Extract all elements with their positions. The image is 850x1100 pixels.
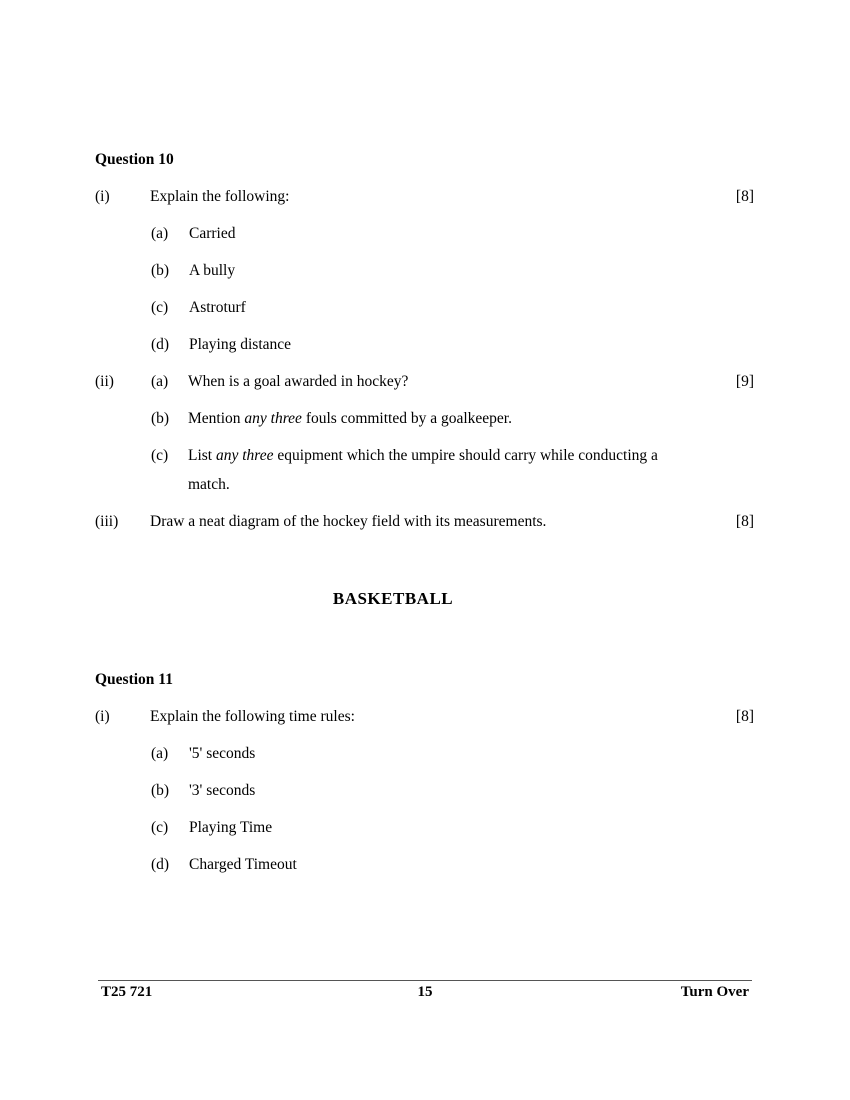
q10-part-ii-number: (ii)	[95, 373, 114, 390]
q11-i-d-label: (d)	[151, 856, 170, 873]
q10-i-d-text: Playing distance	[189, 336, 292, 353]
q11-i-b-text: '3' seconds	[189, 782, 256, 799]
q10-ii-c-label: (c)	[151, 447, 169, 464]
section-title: BASKETBALL	[332, 589, 454, 608]
q11-i-a-label: (a)	[151, 745, 169, 762]
question-10-title: Question 10	[95, 151, 174, 168]
q11-part-i-marks: [8]	[735, 708, 754, 725]
q10-i-b-label: (b)	[151, 262, 170, 279]
paper-code: T25 721	[101, 984, 153, 1000]
q10-i-d-label: (d)	[151, 336, 170, 353]
q11-i-b-label: (b)	[151, 782, 170, 799]
q10-ii-a-text: When is a goal awarded in hockey?	[188, 373, 409, 390]
q10-ii-a-label: (a)	[151, 373, 169, 390]
q10-ii-c-text: List any three equipment which the umpire should carry while conducting a	[188, 447, 658, 464]
q11-i-c-label: (c)	[151, 819, 169, 836]
q10-part-iii-text: Draw a neat diagram of the hockey field with its measurements.	[150, 513, 547, 530]
question-11-title: Question 11	[95, 671, 173, 688]
q10-part-i-number: (i)	[95, 188, 110, 205]
q10-i-c-label: (c)	[151, 299, 169, 316]
q10-ii-c-continuation: match.	[188, 476, 230, 493]
q10-part-i-text: Explain the following:	[150, 188, 290, 205]
q10-part-iii-number: (iii)	[95, 513, 119, 530]
q11-part-i-text: Explain the following time rules:	[150, 708, 355, 725]
page-number: 15	[417, 984, 433, 1000]
q10-i-a-text: Carried	[189, 225, 236, 242]
q10-part-i-marks: [8]	[735, 188, 754, 205]
emphasis: any three	[216, 447, 274, 464]
q10-i-a-label: (a)	[151, 225, 169, 242]
q10-part-ii-marks: [9]	[735, 373, 754, 390]
q10-part-iii-marks: [8]	[735, 513, 754, 530]
turn-over-label: Turn Over	[680, 984, 749, 1000]
q10-i-b-text: A bully	[189, 262, 236, 279]
q11-part-i-number: (i)	[95, 708, 110, 725]
q11-i-d-text: Charged Timeout	[189, 856, 297, 873]
q11-i-a-text: '5' seconds	[189, 745, 256, 762]
emphasis: any three	[244, 410, 302, 427]
q11-i-c-text: Playing Time	[189, 819, 273, 836]
q10-ii-b-label: (b)	[151, 410, 170, 427]
q10-i-c-text: Astroturf	[189, 299, 246, 316]
q10-ii-b-text: Mention any three fouls committed by a goalkeeper.	[188, 410, 512, 427]
footer-divider	[98, 980, 752, 981]
